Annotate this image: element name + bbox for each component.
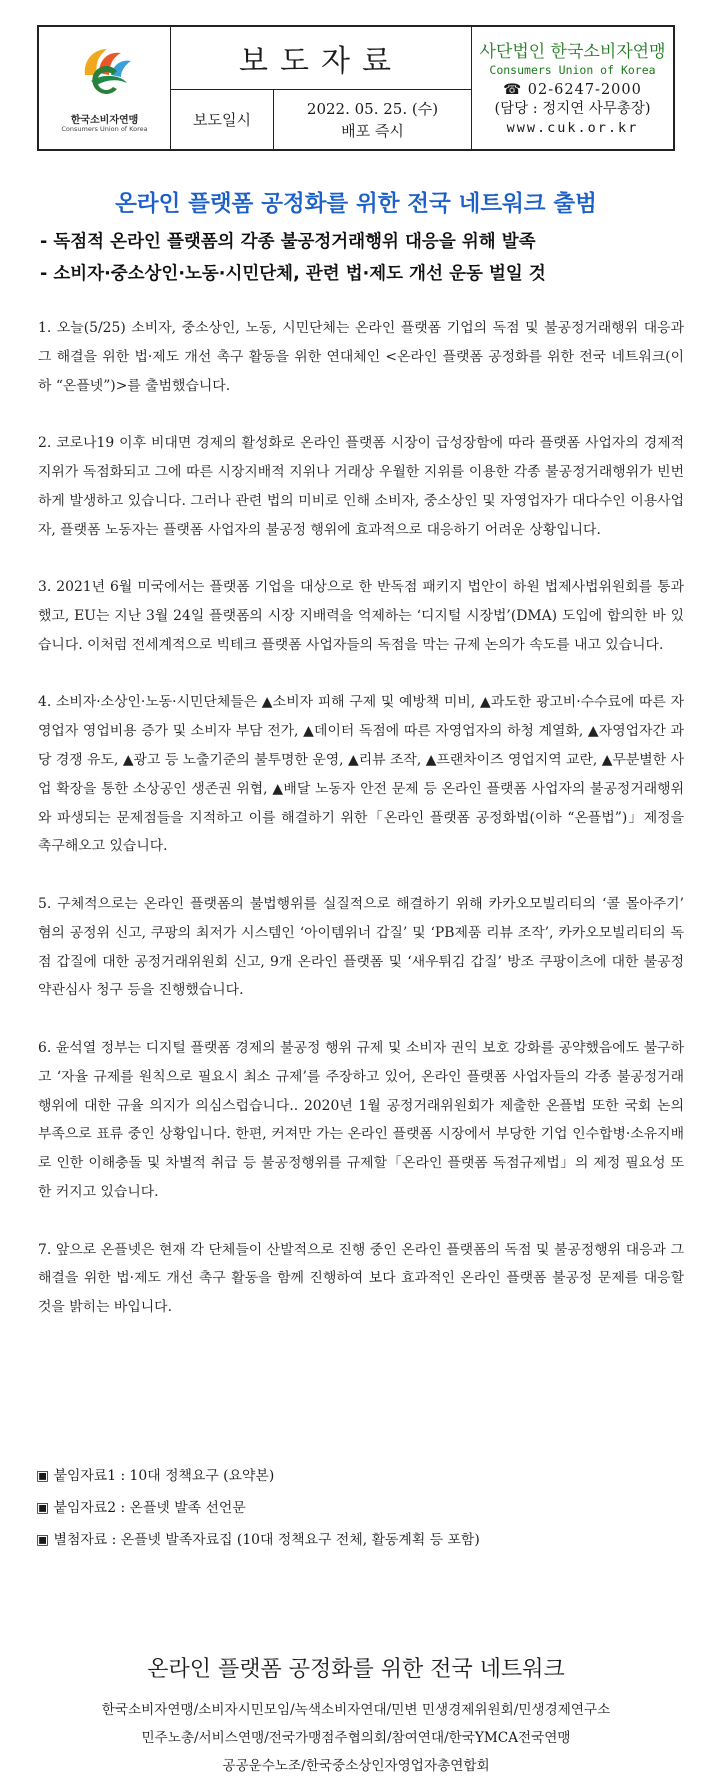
- footer-members-line: 한국소비자연맹/소비자시민모임/녹색소비자연대/민변 민생경제위원회/민생경제연구소: [101, 1702, 611, 1718]
- attachment-item: ▣ 별첨자료 : 온플넷 발족자료집 (10대 정책요구 전체, 활동계획 등 포함): [36, 1532, 480, 1548]
- footer-members-line: 공공운수노조/한국중소상인자영업자총연합회: [222, 1758, 490, 1774]
- doc-type-title: 보도자료: [239, 44, 403, 79]
- paragraph-2: 2. 코로나19 이후 비대면 경제의 활성화로 온라인 플랫폼 시장이 급성장함에 따라 플랫폼 사업자의 경제적 지위가 독점화되고 그에 따른 시장지배적 지위나 거래상 우월한 지위를 이용한 각종 불공정거래행위가 빈번하게 발생하고 있습니다. 그러나 관련 법의 미비로 인해 소비자, 중소상인 및 자영업자가 대다수인 이용사업자, 플랫폼 노동자는 플랫폼 사업자의 불공정 행위에 효과적으로 대응하기 어려운 상황입니다.: [38, 435, 684, 538]
- paragraph-7: 7. 앞으로 온플넷은 현재 각 단체들이 산발적으로 진행 중인 온라인 플랫폼의 독점 및 불공정행위 대응과 그 해결을 위한 법·제도 개선 촉구 활동을 함께 진행하여 보다 효과적인 온라인 플랫폼 불공정 문제를 대응할 것을 밝히는 바입니다.: [38, 1241, 684, 1316]
- paragraph-5: 5. 구체적으로는 온라인 플랫폼의 불법행위를 실질적으로 해결하기 위해 카카오모빌리티의 ‘콜 몰아주기’ 혐의 공정위 신고, 쿠팡의 최저가 시스템인 ‘아이템위너 갑질’ 및 ‘PB제품 리뷰 조작’, 카카오모빌리티의 독점 갑질에 대한 공정거래위원회 신고, 9개 온라인 플랫폼 및 ‘새우튀김 갑질’ 방조 쿠팡이츠에 대한 불공정약관심사 청구 등을 진행했습니다.: [38, 895, 684, 999]
- org-contact-person: (담당 : 정지연 사무총장): [494, 101, 651, 117]
- attachments-list: [36, 1460, 480, 1556]
- headline: 온라인 플랫폼 공정화를 위한 전국 네트워크 출범: [115, 191, 597, 217]
- logo-org-name: 한국소비자연맹: [70, 115, 139, 126]
- subheadline-2: - 소비자·중소상인·노동·시민단체, 관련 법·제도 개선 운동 벌일 것: [40, 264, 546, 284]
- footer-network-title: 온라인 플랫폼 공정화를 위한 전국 네트워크: [147, 1657, 565, 1682]
- footer-members-line: 민주노총/서비스연맹/전국가맹점주협의회/참여연대/한국YMCA전국연맹: [141, 1730, 571, 1746]
- org-logo: [39, 27, 170, 149]
- release-date-cell: [274, 90, 471, 149]
- paragraph-3: 3. 2021년 6월 미국에서는 플랫폼 기업을 대상으로 한 반독점 패키지 법안이 하원 법제사법위원회를 통과했고, EU는 지난 3월 24일 플랫폼의 시장 지배력을 억제하는 ‘디지털 시장법’(DMA) 도입에 합의한 바 있습니다. 이처럼 전세계적으로 빅테크 플랫폼 사업자들의 독점을 막는 규제 논의가 속도를 내고 있습니다.: [38, 579, 684, 653]
- org-name: 사단법인 한국소비자연맹: [479, 42, 666, 62]
- org-website[interactable]: www.cuk.or.kr: [506, 120, 639, 136]
- logo-org-name-en: Consumers Union of Korea: [61, 125, 148, 133]
- subheadline-1: - 독점적 온라인 플랫폼의 각종 불공정거래행위 대응을 위해 발족: [40, 232, 536, 252]
- paragraph-6: 6. 윤석열 정부는 디지털 플랫폼 경제의 불공정 행위 규제 및 소비자 권익 보호 강화를 공약했음에도 불구하고 ‘자율 규제를 원칙으로 필요시 최소 규제’를 주장하고 있어, 온라인 플랫폼 사업자들의 각종 불공정거래행위에 대한 규율 의지가 의심스럽습니다.. 2020년 1월 공정거래위원회가 제출한 온플법 또한 국회 논의 부족으로 표류 중인 상황입니다. 한편, 커져만 가는 온라인 플랫폼 시장에서 부당한 기업 인수합병·소유지배로 인한 이해충돌 및 차별적 취급 등 불공정행위를 규제할「온라인 플랫폼 독점규제법」의 제정 필요성 또한 커지고 있습니다.: [38, 1039, 684, 1200]
- org-name-en: Consumers Union of Korea: [489, 63, 656, 77]
- body-text: [38, 314, 684, 1351]
- paragraph-4: 4. 소비자·소상인·노동·시민단체들은 ▲소비자 피해 구제 및 예방책 미비, ▲과도한 광고비·수수료에 따른 자영업자 영업비용 증가 및 소비자 부담 전가, ▲데이터 독점에 따른 자영업자의 하청 계열화, ▲자영업자간 과당 경쟁 유도, ▲광고 등 노출기준의 불투명한 운영, ▲리뷰 조작, ▲프랜차이즈 영업지역 교란, ▲무분별한 사업 확장을 통한 소상공인 생존권 위협, ▲배달 노동자 안전 문제 등 온라인 플랫폼 사업자의 불공정거래행위와 파생되는 문제점들을 지적하고 이를 해결하기 위한「온라인 플랫폼 공정화법(이하 “온플법”)」제정을 촉구해오고 있습니다.: [38, 694, 684, 855]
- release-date-label: 보도일시: [193, 111, 251, 129]
- attachment-item: ▣ 붙임자료2 : 온플넷 발족 선언문: [36, 1500, 246, 1516]
- org-contact-cell: [472, 27, 673, 149]
- attachment-item: ▣ 붙임자료1 : 10대 정책요구 (요약본): [36, 1468, 275, 1484]
- consumers-union-logo-icon: [77, 45, 135, 107]
- release-timing: 배포 즉시: [341, 121, 404, 140]
- paragraph-1: 1. 오늘(5/25) 소비자, 중소상인, 노동, 시민단체는 온라인 플랫폼 기업의 독점 및 불공정거래행위 대응과 그 해결을 위한 법·제도 개선 촉구 활동을 위한 연대체인 <온라인 플랫폼 공정화를 위한 전국 네트워크(이하 “온플넷”)>를 출범했습니다.: [38, 320, 684, 394]
- header-table: [37, 25, 675, 151]
- release-date: 2022. 05. 25. (수): [306, 99, 439, 118]
- org-phone: ☎ 02-6247-2000: [503, 82, 642, 98]
